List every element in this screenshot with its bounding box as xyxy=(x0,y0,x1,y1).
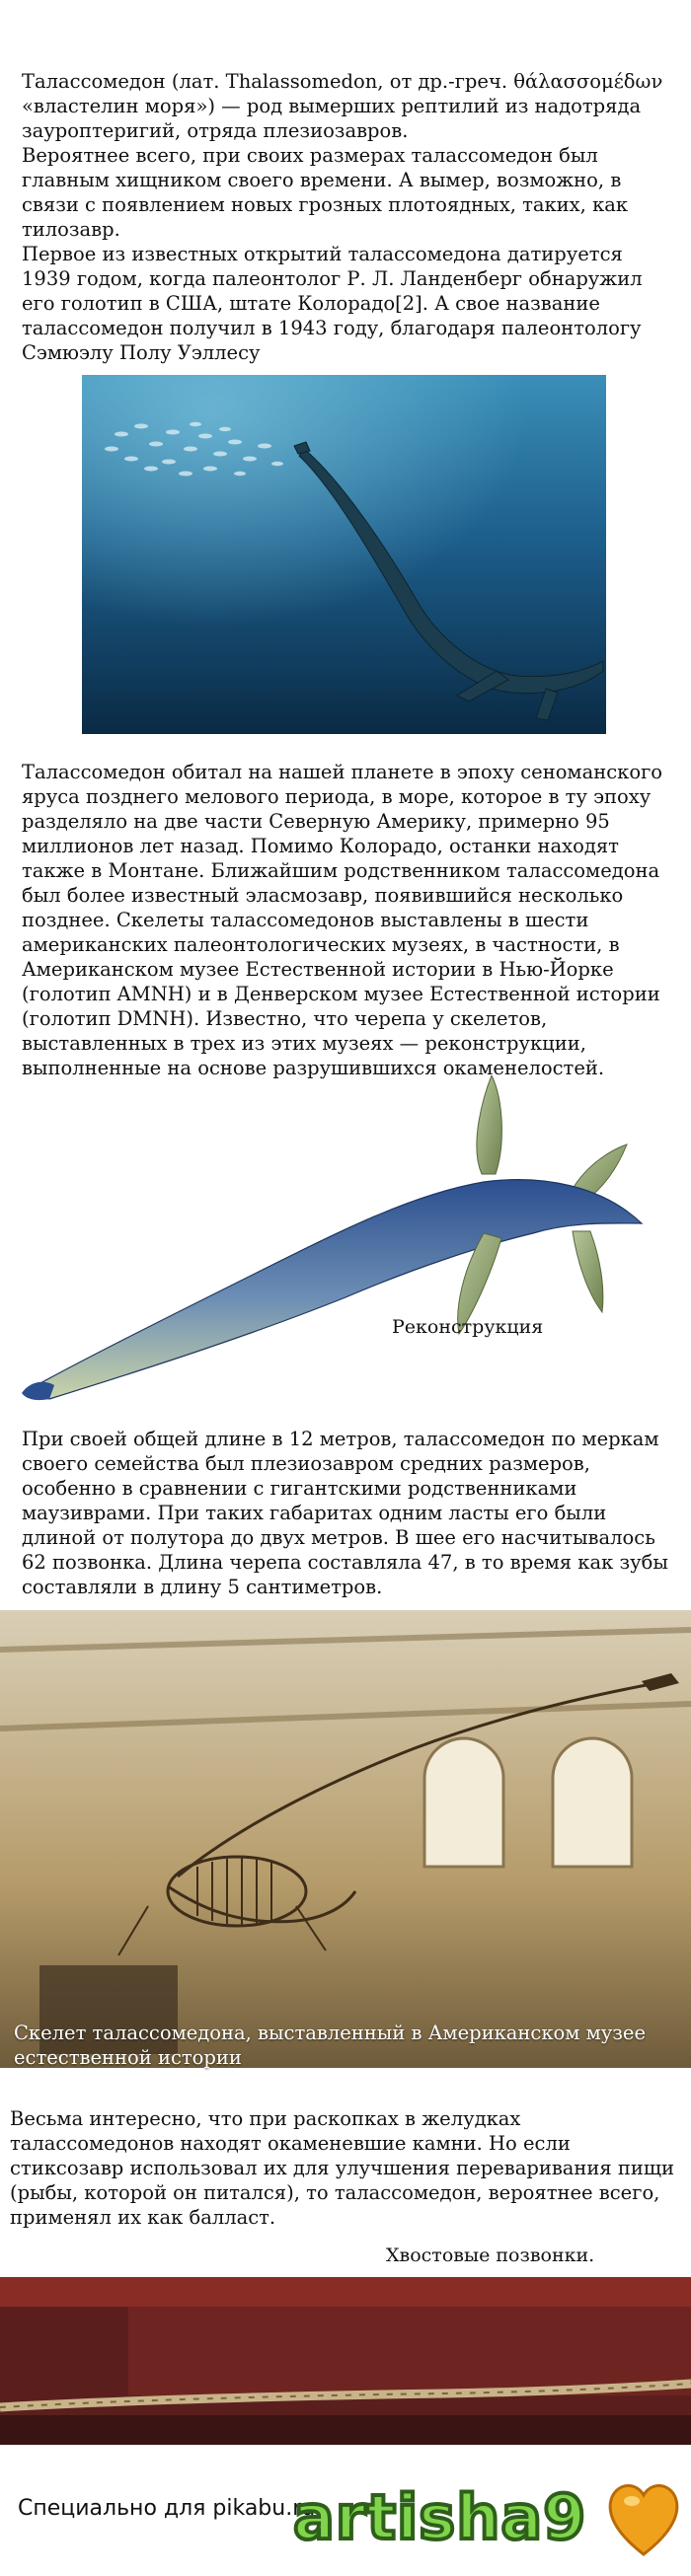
intro-paragraph: Талассомедон (лат. Thalassomedon, от др.-греч. θάλασσομέδων «властелин моря») — род вымерших рептилий из надотряда зауроптеригий, отряда плезиозавров. Вероятнее всего, при своих размерах талассомедон был главным хищником своего времени. А вымер, возможно, в связи с появлением новых грозных плотоядных, таких, как тилозавр. Первое из известных открытий талассомедона датируется 1939 годом, когда палеонтолог Р. Л. Ланденберг обнаружил его голотип в США, штате Колорадо[2]. А свое название талассомедон получил в 1943 году, благодаря палеонтологу Сэмюэлу Полу Уэллесу xyxy=(22,70,663,364)
tail-caption: Хвостовые позвонки. xyxy=(386,2245,595,2266)
artisha9-logo xyxy=(293,2471,683,2565)
heart-logo-icon xyxy=(604,2477,683,2558)
museum-skeleton-photo xyxy=(0,1610,691,2068)
stones-paragraph: Весьма интересно, что при раскопках в желудках талассомедонов находят окаменевшие камни. Но если стиксозавр использовал их для улучшения переваривания пищи (рыбы, которой он питался), то талассомедон, вероятнее всего, применял их как балласт. xyxy=(10,2107,675,2229)
underwater-illustration xyxy=(82,375,606,734)
habitat-paragraph: Талассомедон обитал на нашей планете в эпоху сеноманского яруса позднего мелового периода, в море, которое в ту эпоху разделяло на две части Северную Америку, примерно 95 миллионов лет назад. Помимо Колорадо, останки находят также в Монтане. Ближайшим родственником талассомедона был более известный эласмозавр, появившийся несколько позднее. Скелеты талассомедонов выставлены в шести американских палеонтологических музеях, в частности, в Американском музее Естественной истории в Нью-Йорке (голотип AMNH) и в Денверском музее Естественной истории (голотип DMNH). Известно, что черепа у скелетов, выставленных в трех из этих музеях — реконструкции, выполненные на основе разрушившихся окаменелостей. xyxy=(22,761,663,1079)
footer-source: Специально для pikabu.ru xyxy=(18,2496,316,2521)
skeleton-caption: Скелет талассомедона, выставленный в Американском музее естественной истории xyxy=(14,2022,647,2069)
size-paragraph: При своей общей длине в 12 метров, талассомедон по меркам своего семейства был плезиозавром средних размеров, особенно в сравнении с гигантскими родственниками маузиврами. При таких габаритах одним ласты его были длиной от полутора до двух метров. В шее его насчитывалось 62 позвонка. Длина черепа составляла 47, в то время как зубы составляли в длину 5 сантиметров. xyxy=(22,1428,668,1598)
tail-vertebrae-photo xyxy=(0,2277,691,2445)
reconstruction-illustration xyxy=(20,1075,652,1401)
logo-text: artisha9 xyxy=(293,2481,587,2553)
reconstruction-caption: Реконструкция xyxy=(392,1316,544,1338)
